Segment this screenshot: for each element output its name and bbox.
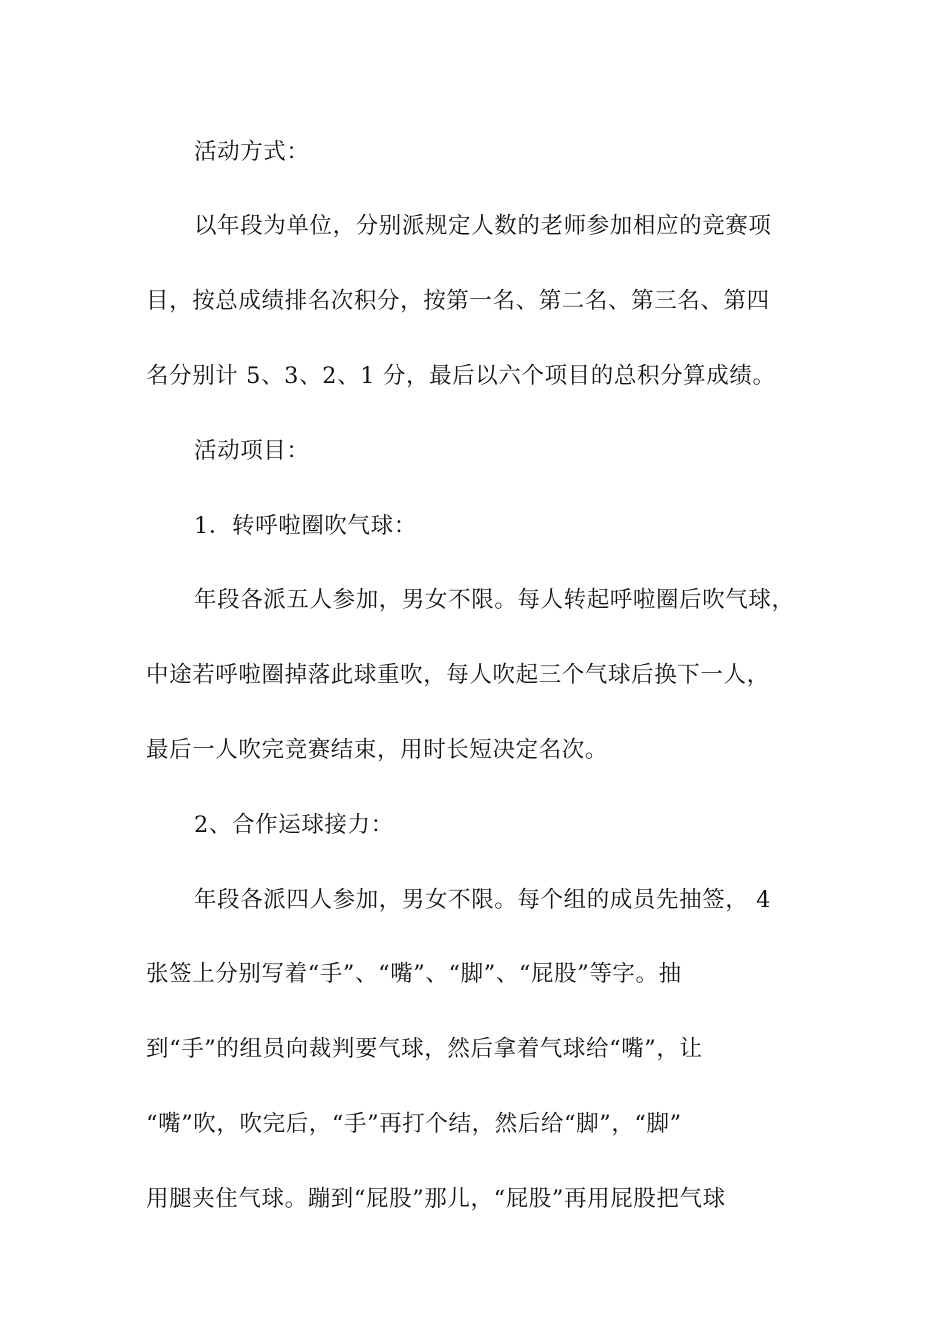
- paragraph-line: 张签上分别写着“手”、“嘴”、“脚”、“屁股”等字。抽: [146, 961, 682, 987]
- item-heading-hula-hoop-balloon: 1．转呼啦圈吹气球：: [194, 513, 417, 539]
- item-heading-relay: 2、合作运球接力：: [194, 812, 394, 838]
- paragraph-line: 用腿夹住气球。蹦到“屁股”那儿，“屁股”再用屁股把气球: [146, 1186, 726, 1212]
- paragraph-line: 最后一人吹完竞赛结束，用时长短决定名次。: [146, 737, 609, 763]
- paragraph-line: 年段各派四人参加，男女不限。每个组的成员先抽签， 4: [194, 887, 772, 913]
- paragraph-line: “嘴”吹，吹完后，“手”再打个结，然后给“脚”，“脚”: [146, 1111, 682, 1137]
- paragraph-line: 目，按总成绩排名次积分，按第一名、第二名、第三名、第四: [146, 288, 770, 314]
- paragraph-line: 以年段为单位，分别派规定人数的老师参加相应的竞赛项: [194, 213, 772, 239]
- paragraph-line: 年段各派五人参加，男女不限。每人转起呼啦圈后吹气球，: [194, 587, 795, 613]
- paragraph-line: 中途若呼啦圈掉落此球重吹，每人吹起三个气球后换下一人，: [146, 662, 770, 688]
- paragraph-line: 名分别计 5、3、2、1 分，最后以六个项目的总积分算成绩。: [146, 363, 776, 389]
- section-heading-activity-method: 活动方式：: [194, 139, 310, 165]
- paragraph-line: 到“手”的组员向裁判要气球，然后拿着气球给“嘴”，让: [146, 1036, 703, 1062]
- section-heading-activity-items: 活动项目：: [194, 438, 310, 464]
